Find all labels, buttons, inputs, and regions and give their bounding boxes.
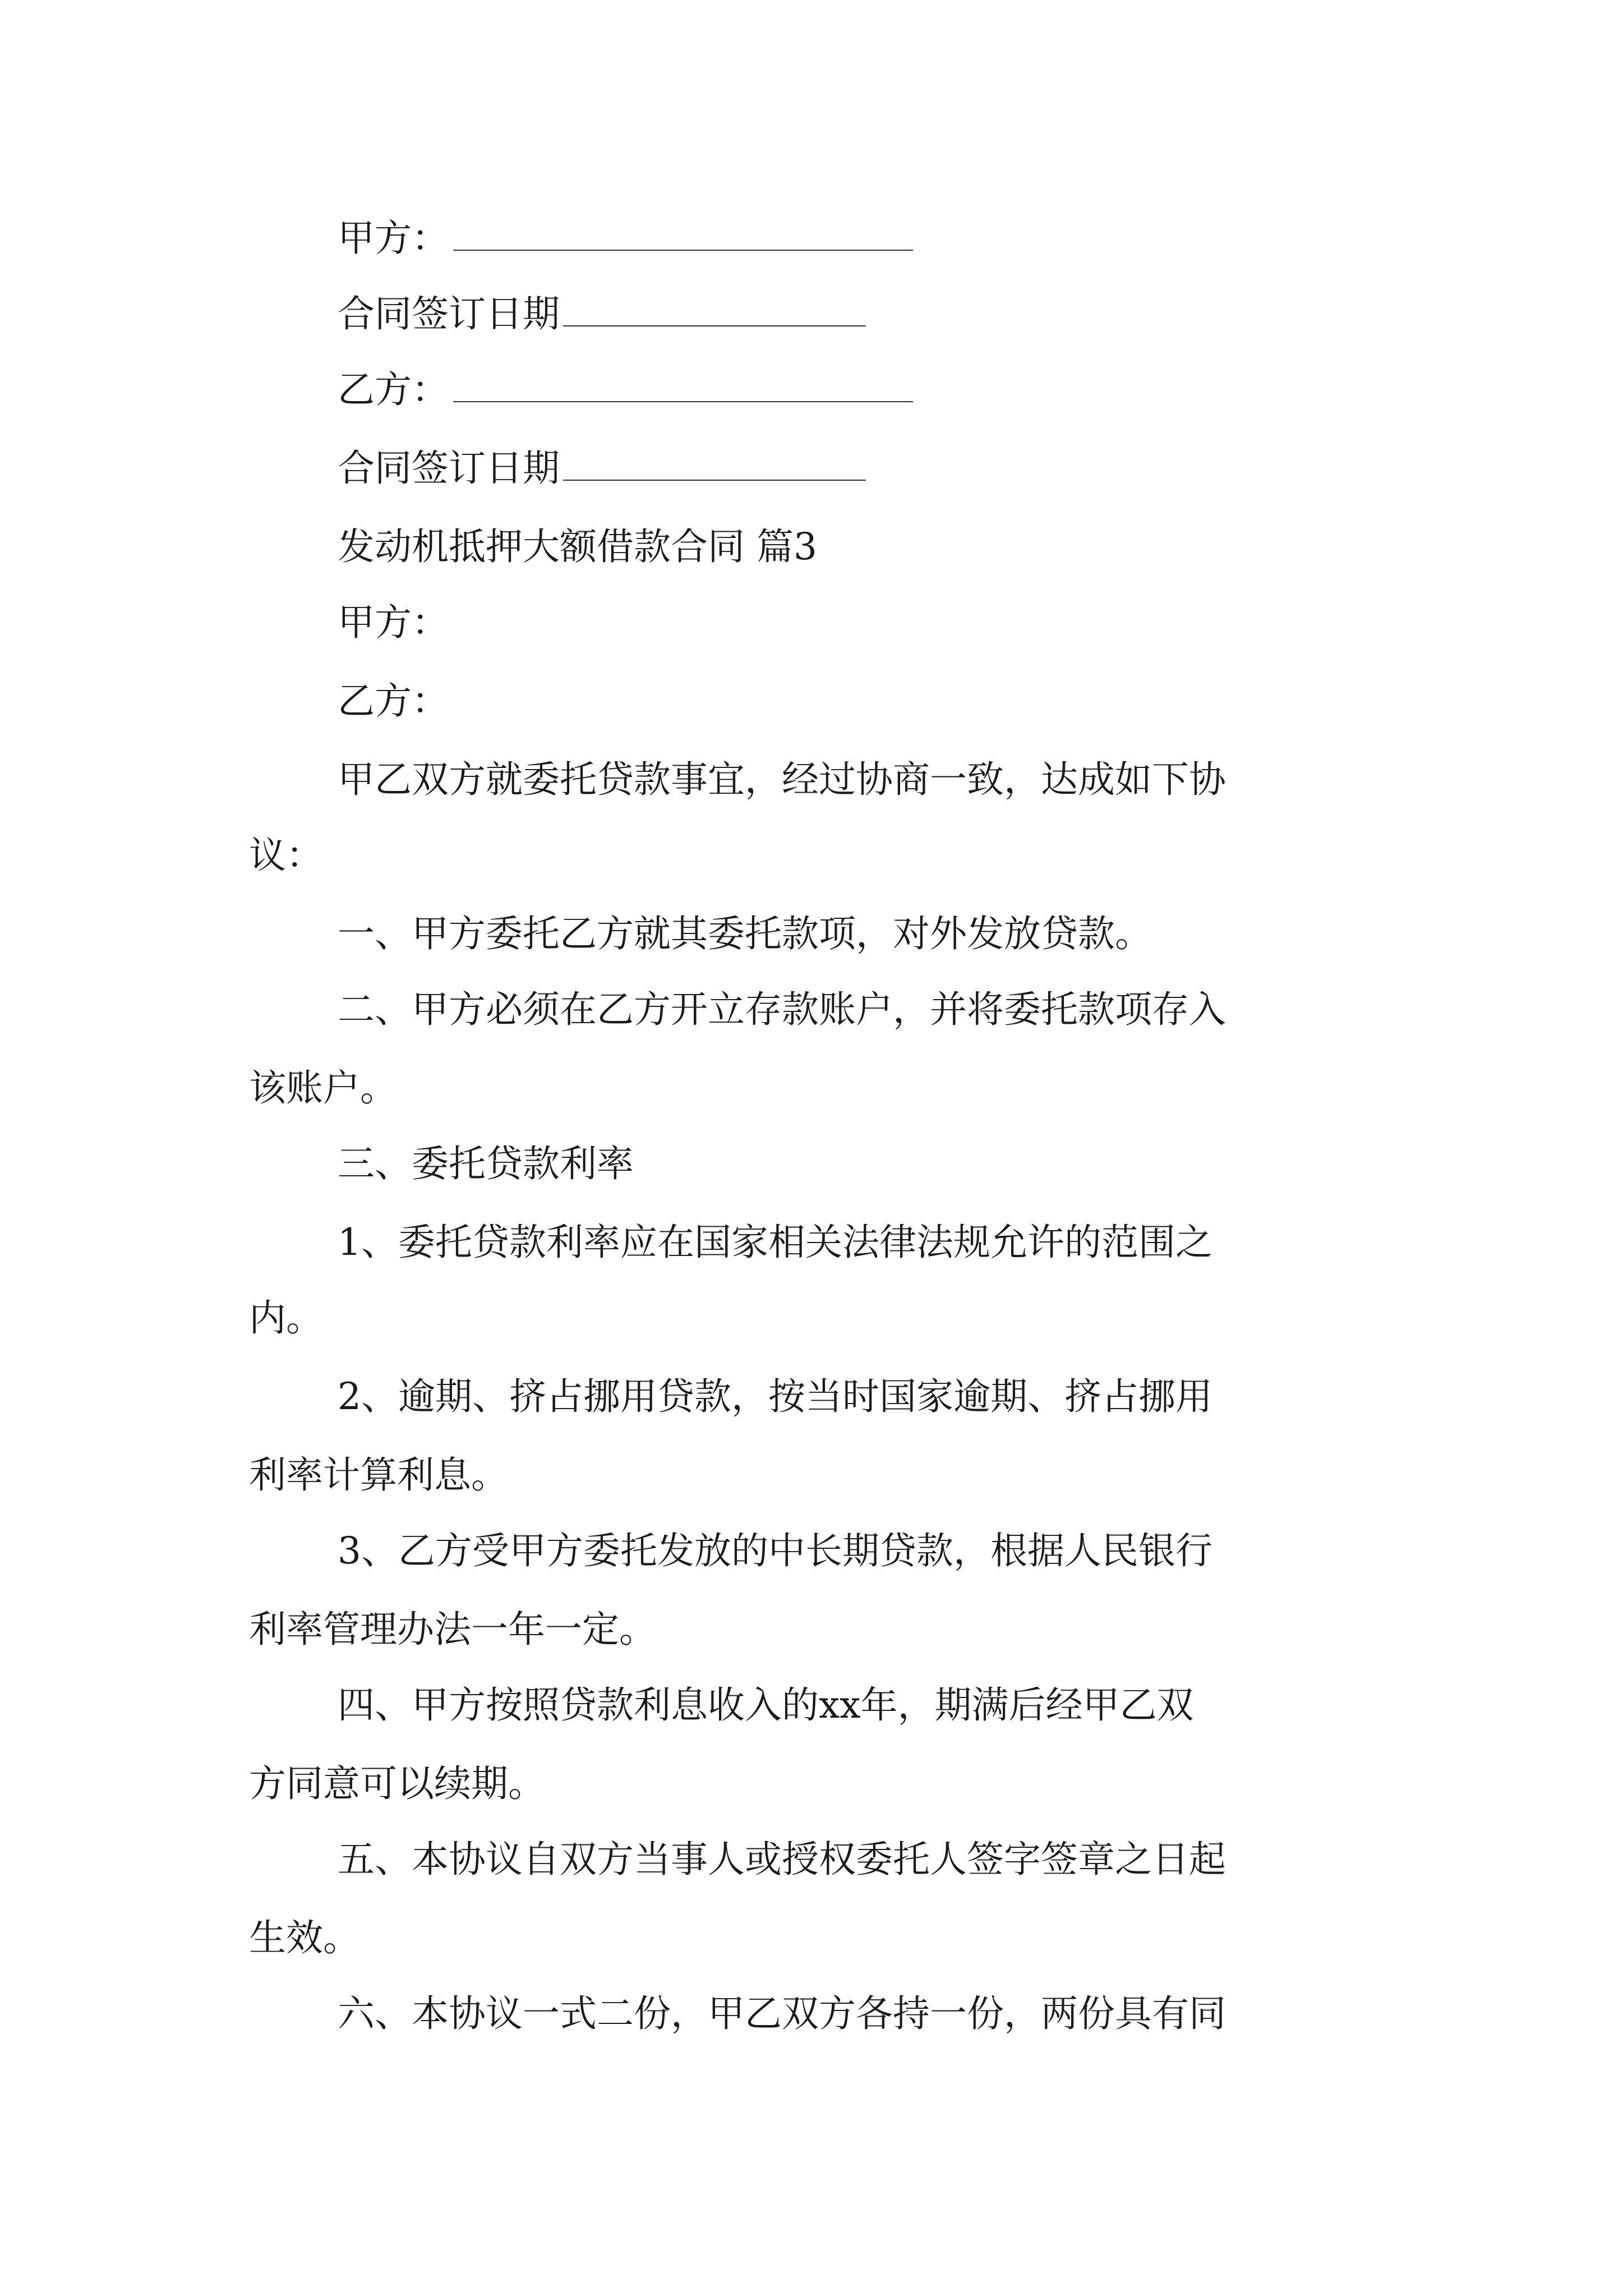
section-heading: 发动机抵押大额借款合同 篇3	[338, 525, 817, 568]
clause-3-item-3-continued: 利率管理办法一年一定。	[249, 1608, 656, 1651]
party-b-label: 乙方：	[338, 368, 449, 411]
clause-2-continued: 该账户。	[249, 1066, 397, 1110]
clause-5-continued: 生效。	[249, 1916, 360, 1959]
signing-date-label-b: 合同签订日期	[338, 447, 560, 490]
clause-3-heading: 三、委托贷款利率	[338, 1142, 634, 1185]
signing-date-line-a	[338, 292, 866, 337]
clause-6: 六、本协议一式二份，甲乙双方各持一份，两份具有同	[338, 1992, 1226, 2035]
clause-3-item-2-continued: 利率计算利息。	[249, 1453, 508, 1497]
party-a-label: 甲方：	[338, 217, 449, 260]
signing-date-blank-b[interactable]	[563, 474, 866, 481]
party-a-blank[interactable]	[453, 244, 913, 251]
party-b-signature-line	[338, 367, 913, 412]
party-a-signature-line	[338, 216, 913, 261]
clause-4-continued: 方同意可以续期。	[249, 1762, 545, 1805]
clause-3-item-2: 2、逾期、挤占挪用贷款，按当时国家逾期、挤占挪用	[338, 1375, 1212, 1418]
clause-2: 二、甲方必须在乙方开立存款账户，并将委托款项存入	[338, 988, 1226, 1031]
clause-5: 五、本协议自双方当事人或授权委托人签字签章之日起	[338, 1838, 1226, 1881]
paragraph-line: 甲乙双方就委托贷款事宜，经过协商一致，达成如下协	[338, 758, 1226, 801]
signing-date-line-b	[338, 446, 866, 491]
clause-1: 一、甲方委托乙方就其委托款项，对外发放贷款。	[338, 912, 1152, 955]
signing-date-label-a: 合同签订日期	[338, 292, 560, 335]
party-b-blank[interactable]	[453, 395, 913, 402]
party-a-field: 甲方：	[338, 601, 449, 644]
clause-3-item-1-continued: 内。	[249, 1296, 323, 1340]
paragraph-line: 议：	[249, 834, 323, 877]
party-b-field: 乙方：	[338, 679, 449, 723]
clause-3-item-3: 3、乙方受甲方委托发放的中长期贷款，根据人民银行	[338, 1529, 1212, 1572]
clause-4: 四、甲方按照贷款利息收入的xx年，期满后经甲乙双	[338, 1683, 1194, 1727]
signing-date-blank-a[interactable]	[563, 320, 866, 326]
clause-3-item-1: 1、委托贷款利率应在国家相关法律法规允许的范围之	[338, 1221, 1212, 1264]
